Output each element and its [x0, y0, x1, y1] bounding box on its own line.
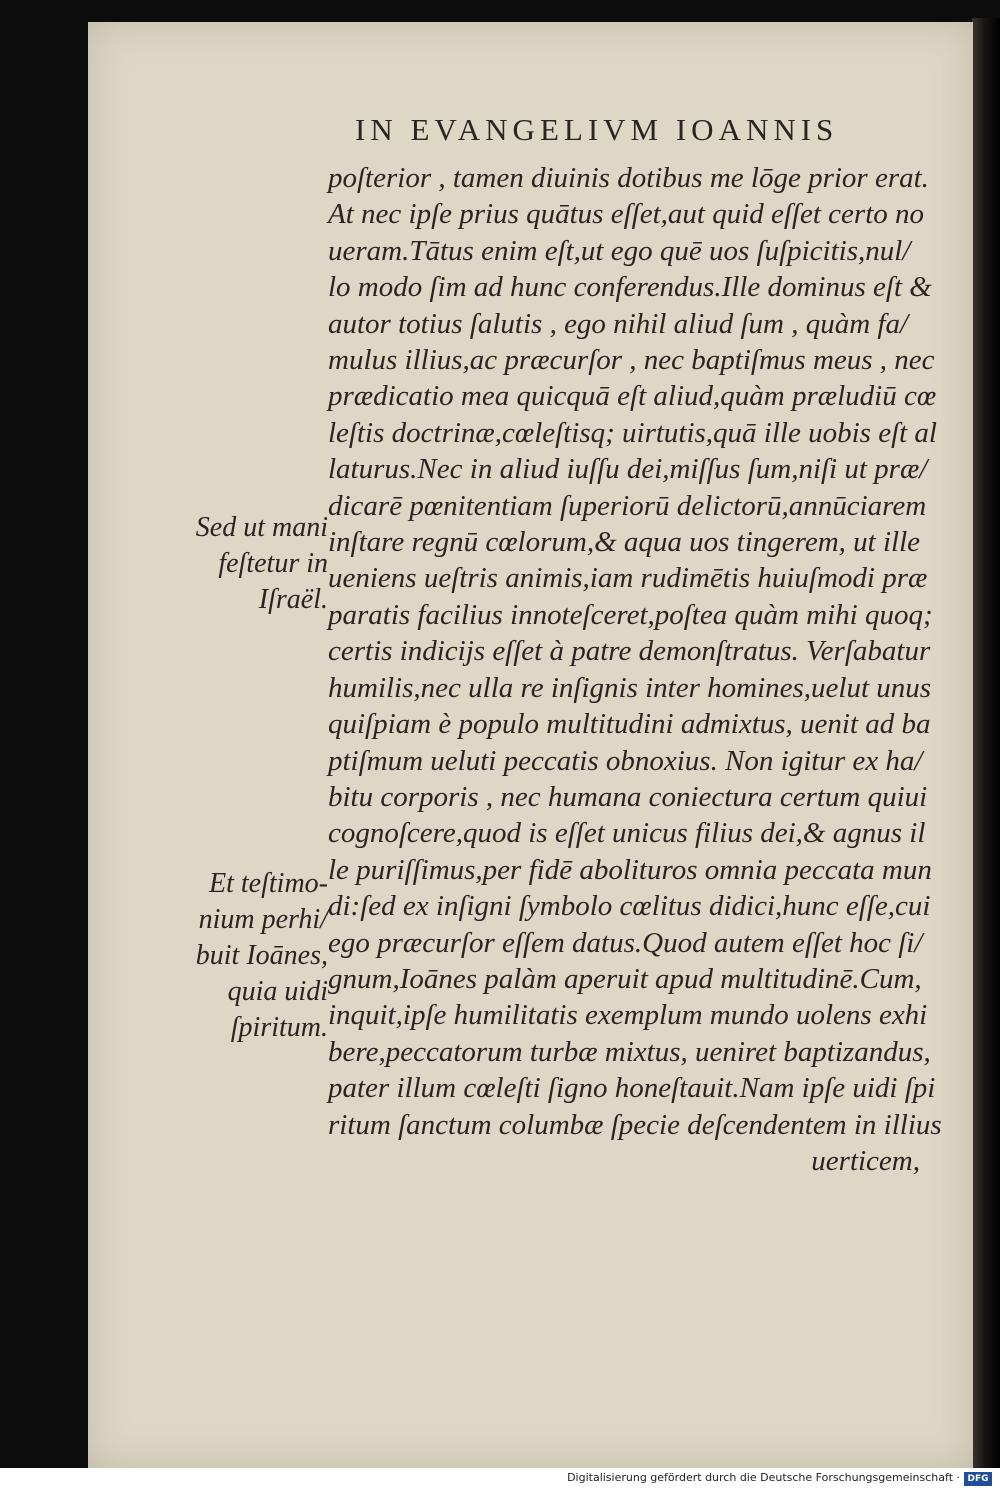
marginal-line: ſpiritum.	[230, 1012, 328, 1043]
footer-bar	[0, 1468, 1000, 1491]
marginal-line: Et teſtimo-	[209, 868, 328, 899]
running-head: IN EVANGELIVM IOANNIS	[355, 112, 839, 147]
text-line: prædicatio mea quicquā eſt aliud,quàm præludiū cœ	[328, 380, 937, 413]
text-line: cognoſcere,quod is eſſet unicus filius dei,& agnus il	[328, 817, 926, 850]
text-line: laturus.Nec in aliud iuſſu dei,miſſus ſum,niſi ut præ/	[328, 453, 928, 486]
text-line: certis indicijs eſſet à patre demonſtratus. Verſabatur	[328, 635, 931, 668]
text-line: inquit,ipſe humilitatis exemplum mundo uolens exhi	[328, 999, 928, 1032]
text-line: bere,peccatorum turbæ mixtus, ueniret baptizandus,	[328, 1035, 931, 1068]
text-line: poſterior , tamen diuinis dotibus me lōge prior erat.	[328, 162, 929, 194]
dfg-logo: DFG	[964, 1472, 992, 1486]
text-line: At nec ipſe prius quātus eſſet,aut quid eſſet certo no	[328, 198, 925, 231]
text-line: quiſpiam è populo multitudini admixtus, uenit ad ba	[328, 708, 931, 741]
page-edge	[972, 18, 1000, 1468]
text-line: lo modo ſim ad hunc conferendus.Ille dominus eſt &	[328, 271, 932, 304]
marginal-line: feſtetur in	[218, 548, 328, 579]
text-line: dicarē pœnitentiam ſuperiorū delictorū,annūciarem	[328, 489, 927, 522]
footer-credit: Digitalisierung gefördert durch die Deutsche Forschungsgemeinschaft ·	[567, 1471, 960, 1484]
body-text	[328, 160, 948, 1179]
text-line: inſtare regnū cœlorum,& aqua uos tingerem, ut ille	[328, 526, 921, 559]
text-line: gnum,Ioānes palàm aperuit apud multitudinē.Cum,	[328, 962, 922, 995]
text-line: leſtis doctrinæ,cœleſtisq; uirtutis,quā ille uobis eſt al	[328, 416, 937, 449]
text-line: bitu corporis , nec humana coniectura certum quiui	[328, 780, 928, 813]
marginal-line: quia uidi	[227, 976, 328, 1007]
marginal-line: Sed ut mani	[195, 512, 328, 543]
catchword: uerticem,	[811, 1144, 920, 1177]
text-line: autor totius ſalutis , ego nihil aliud ſum , quàm fa/	[328, 307, 909, 340]
text-line: mulus illius,ac præcurſor , nec baptiſmus meus , nec	[328, 344, 935, 377]
text-line: pater illum cœleſti ſigno honeſtauit.Nam ipſe uidi ſpi	[328, 1072, 936, 1105]
text-line: ego præcurſor eſſem datus.Quod autem eſſet hoc ſi/	[328, 926, 923, 959]
text-line: le puriſſimus,per fidē abolituros omnia peccata mun	[328, 853, 932, 886]
text-line: ueniens ueſtris animis,iam rudimētis huiuſmodi præ	[328, 562, 928, 595]
marginal-note-1	[178, 510, 328, 618]
marginal-note-2	[178, 866, 328, 1046]
text-line: ueram.Tātus enim eſt,ut ego quē uos ſuſpicitis,nul/	[328, 234, 911, 267]
marginal-line: nium perhi/	[198, 904, 328, 935]
marginal-line: Iſraël.	[258, 584, 328, 615]
text-line: ritum ſanctum columbæ ſpecie deſcendentem in illius	[328, 1108, 942, 1141]
text-line: humilis,nec ulla re inſignis inter homines,uelut unus	[328, 671, 932, 704]
text-line: paratis facilius innoteſceret,poſtea quàm mihi quoq;	[328, 598, 933, 631]
marginal-line: buit Ioānes,	[195, 940, 328, 971]
text-line: di:ſed ex inſigni ſymbolo cœlitus didici,hunc eſſe,cui	[328, 890, 931, 923]
text-line: ptiſmum ueluti peccatis obnoxius. Non igitur ex ha/	[328, 744, 923, 777]
